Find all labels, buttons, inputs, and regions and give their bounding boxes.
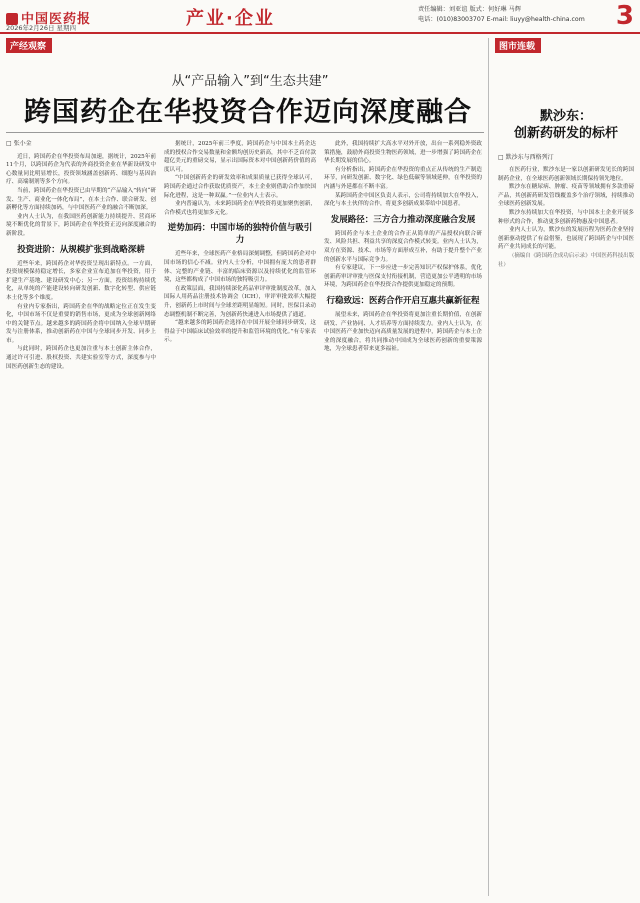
logo-text: 中国医药报 — [21, 12, 92, 27]
article-column-2 — [164, 140, 316, 896]
article-kicker: 从“产品输入”到“生态共建” — [171, 74, 329, 89]
subheading-3: 发展路径：三方合力推动深度融合发展 — [330, 214, 476, 225]
sidebar-title-line-2: 创新药研发的标杆 — [513, 126, 618, 141]
sidebar-column — [498, 166, 634, 896]
subheading-1: 投资进阶：从规模扩张到战略深耕 — [17, 244, 145, 255]
paragraph: 默沙东在糖尿病、肿瘤、疫苗等领域拥有多款重磅产品，其创新药研发管线覆盖多个治疗领域，持续推动全球医药创新发展。 — [498, 184, 634, 208]
paragraph: 近日，跨国药企在华投资布局加速，据统计，2025年前11个月，以跨国药企为代表的外商投资企业在华新设研发中心数量同比明显增长，投资领域涵盖创新药、细胞与基因治疗、高端制剂等多个方向。 — [6, 153, 156, 186]
paragraph: 近些年来，全球医药产业格局深刻调整，但跨国药企对中国市场的信心不减。业内人士分析，中国拥有庞大的患者群体、完整的产业链、丰富的临床资源以及持续优化的监管环境，这些都构成了中国市场的独特吸引力。 — [164, 251, 316, 284]
paragraph: 跨国药企与本土企业的合作正从简单的产品授权向联合研发、风险共担、利益共享的深度合作模式转变。业内人士认为，双方在资源、技术、市场等方面形成互补，有助于提升整个产业的创新水平与国际竞争力。 — [324, 230, 482, 263]
paragraph: 某跨国药企中国区负责人表示，公司将持续加大在华投入，深化与本土伙伴的合作，将更多创新成果带给中国患者。 — [324, 192, 482, 208]
section-title: 产业·企业 — [186, 8, 275, 29]
article-column-3 — [324, 140, 482, 896]
paragraph: 近些年来，跨国药企对华投资呈现出新特点。一方面，投资规模保持稳定增长，多家企业宣布追加在华投资，用于扩建生产基地、建设研发中心；另一方面，投资结构持续优化，从单纯的产能建设转向研发创新、数字化转型、供应链本土化等多个维度。 — [6, 260, 156, 301]
paragraph: 当前，跨国药企在华投资已由早期的“产品输入”转向“研发、生产、商业化一体化布局”，在本土合作、联合研发、创新孵化等方面持续加码，与中国医药产业的融合不断加深。 — [6, 187, 156, 212]
paragraph: 默沙东持续加大在华投资，与中国本土企业开展多种形式的合作，推动更多创新药物惠及中国患者。 — [498, 209, 634, 225]
masthead — [0, 0, 640, 34]
paragraph: 业内人士认为，默沙东的发展历程为医药企业坚持创新驱动提供了有益借鉴，也展现了跨国药企与中国医药产业共同成长的可能。 — [498, 227, 634, 251]
editor-info — [418, 5, 608, 25]
paragraph: 业内普遍认为，未来跨国药企在华投资将更加聚焦创新，合作模式也将更加多元化。 — [164, 201, 316, 216]
paragraph: 在医药行业，默沙东是一家以创新研发见长的跨国制药企业，在全球医药创新领域长期保持领先地位。 — [498, 167, 634, 182]
sidebar-title-line-1: 默沙东： — [539, 109, 592, 124]
editor-line-1: 责任编辑：刘亚谊 版式：何好琳 马辉 — [418, 6, 521, 13]
paragraph: 业内人士认为，在我国医药创新能力持续提升、营商环境不断优化的背景下，跨国药企在华投资正迈向深度融合的新阶段。 — [6, 213, 156, 237]
date-line: 2026年2月26日 星期四 — [6, 24, 77, 32]
paragraph: 有分析指出，跨国药企在华投资的重点正从传统的生产制造环节，向研发创新、数字化、绿色低碳等领域延伸，在华投资的内涵与外延都在不断丰富。 — [324, 166, 482, 190]
article-byline: □ 张小金 — [6, 140, 32, 147]
paragraph: 有业内专家指出，跨国药企在华的战略定位正在发生变化，中国市场不仅是重要的销售市场，更成为全球创新网络中的关键节点。越来越多的跨国药企将中国纳入全球早期研发与注册体系，推动创新药在中国与全球同步开发、同步上市。 — [6, 303, 156, 344]
column-divider — [488, 38, 489, 896]
paragraph: 展望未来，跨国药企在华投资将更加注重长期价值，在创新研发、产业协同、人才培养等方面持续发力。业内人士认为，在中国医药产业加快迈向高质量发展的进程中，跨国药企与本土企业的深度融合，将共同推动中国成为全球医药创新的重要策源地，为全球患者带来更多福祉。 — [324, 311, 482, 353]
article-headline: 跨国药企在华投资合作迈向深度融合 — [24, 97, 472, 128]
paragraph: 在政策层面，我国持续深化药品审评审批制度改革，加入国际人用药品注册技术协调会（ICH），审评审批效率大幅提升，创新药上市时间与全球差距明显缩短。同时，医保目录动态调整机制不断完善，为创新药快速进入市场提供了通道。 — [164, 285, 316, 318]
sidebar-footer: （摘编自《跨国药企成功启示录》中国医药科技出版社） — [498, 252, 634, 268]
sidebar-title — [498, 108, 634, 142]
paragraph: 有专家建议，下一步应进一步完善知识产权保护体系，优化创新药审评审批与医保支付衔接机制，营造更加公平透明的市场环境，为跨国药企在华投资合作提供更加稳定的预期。 — [324, 265, 482, 289]
paragraph: 此外，我国持续扩大高水平对外开放，出台一系列稳外资政策措施，鼓励外商投资生物医药领域，进一步增强了跨国药企在华长期发展的信心。 — [324, 141, 482, 165]
paragraph: 据统计，2025年前三季度，跨国药企与中国本土药企达成的授权合作交易数量和金额均创历史新高，其中不乏首付款超亿美元的重磅交易，显示出国际资本对中国创新药价值的高度认可。 — [164, 141, 316, 173]
editor-line-2: 电话：(010)83003707 E-mail: liuyy@health-china.com — [418, 16, 585, 23]
column-tag-right: 图市连载 — [495, 38, 541, 53]
subheading-4: 行稳致远：医药合作开启互惠共赢新征程 — [326, 295, 480, 306]
paragraph: 与此同时，跨国药企也更加注重与本土创新主体合作，通过许可引进、股权投资、共建实验室等方式，深度参与中国医药创新生态的建设。 — [6, 346, 156, 370]
headline-divider — [6, 132, 484, 133]
article-column-1 — [6, 140, 156, 896]
subheading-2: 逆势加码：中国市场的独特价值与吸引力 — [167, 223, 313, 246]
sidebar-byline: □ 默沙东与西格列汀 — [498, 154, 554, 161]
paragraph: “越来越多的跨国药企选择在中国开展全球同步研发，这得益于中国临床试验效率的提升和监管环境的优化。”有专家表示。 — [164, 320, 316, 344]
column-tag-left: 产经观察 — [6, 38, 52, 53]
page-number: 3 — [615, 1, 634, 31]
paragraph: “中国创新药企的研发效率和成果质量已获得全球认可，跨国药企通过合作获取优质资产，本土企业则借助合作加快国际化进程，这是一种双赢。”一位业内人士表示。 — [164, 175, 316, 199]
